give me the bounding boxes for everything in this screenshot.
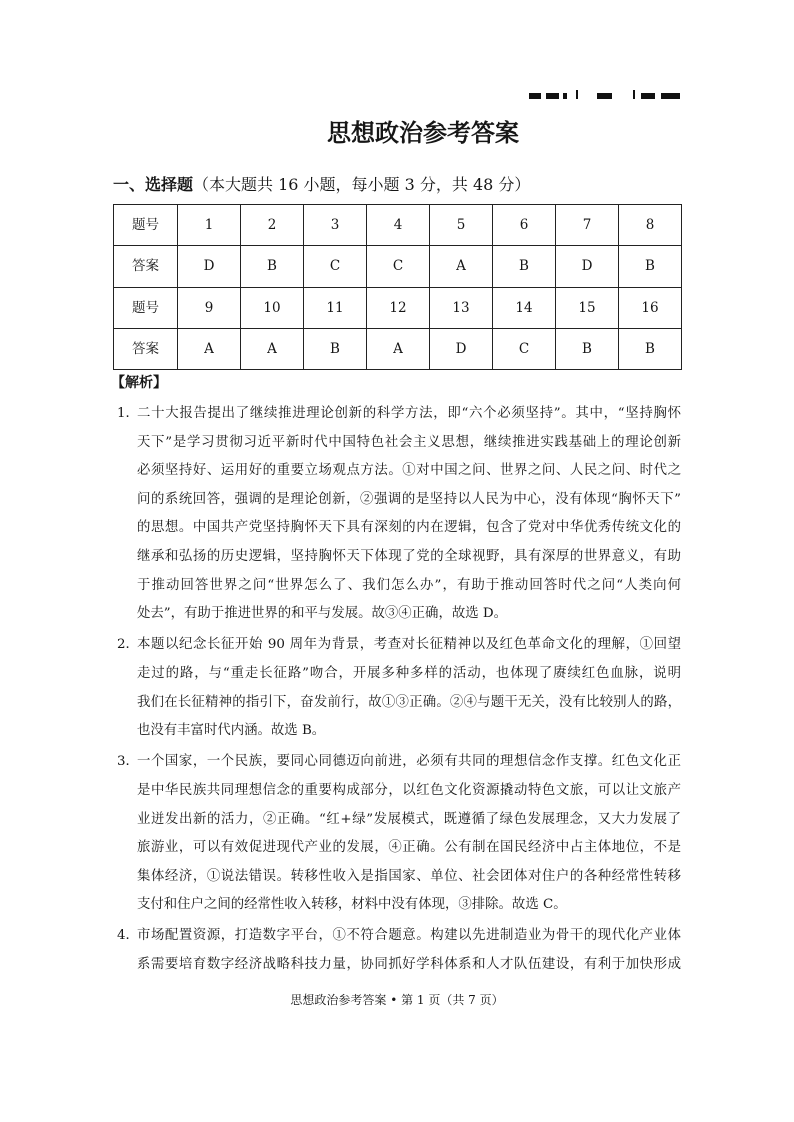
item-number: 3． — [117, 754, 139, 770]
analysis-line: 是中华民族共同理想信念的重要构成部分，以红色文化资源撬动特色文旅，可以让文旅产 — [137, 782, 681, 798]
header-mark — [661, 93, 680, 99]
table-row — [114, 328, 682, 369]
analysis-line: 市场配置资源，打造数字平台，①不符合题意。构建以先进制造业为骨干的现代化产业体 — [137, 928, 681, 944]
analysis-line: 我们在长征精神的指引下，奋发前行，故①③正确。②④与题干无关，没有比较别人的路， — [137, 694, 681, 710]
analysis-line: 本题以纪念长征开始 90 周年为背景，考查对长征精神以及红色革命文化的理解，①回望 — [137, 637, 681, 653]
analysis-line: 继承和弘扬的历史逻辑，坚持胸怀天下体现了党的全球视野，具有深厚的世界意义，有助 — [137, 548, 681, 564]
table-cell: 8 — [619, 205, 682, 246]
header-mark — [546, 93, 559, 99]
table-row — [114, 246, 682, 287]
analysis-line: 系需要培育数字经济战略科技力量，协同抓好学科体系和人才队伍建设，有利于加快形成 — [137, 957, 681, 973]
row-header: 题号 — [114, 287, 178, 328]
table-cell: 3 — [304, 205, 367, 246]
table-cell: 16 — [619, 287, 682, 328]
row-header: 答案 — [114, 328, 178, 369]
analysis-line: 走过的路，与“重走长征路”吻合，开展多种多样的活动，也体现了赓续红色血脉，说明 — [137, 665, 681, 681]
table-cell: 6 — [493, 205, 556, 246]
table-cell: A — [430, 246, 493, 287]
analysis-line: 支付和住户之间的经常性收入转移，材料中没有体现，③排除。故选 C。 — [137, 897, 567, 913]
table-cell: D — [430, 328, 493, 369]
table-cell: 9 — [178, 287, 241, 328]
table-row — [114, 287, 682, 328]
table-cell: 14 — [493, 287, 556, 328]
table-cell: 4 — [367, 205, 430, 246]
header-mark — [641, 93, 655, 99]
analysis-line: 旅游业，可以有效促进现代产业的发展，④正确。公有制在国民经济中占主体地位，不是 — [137, 840, 681, 856]
table-cell: D — [556, 246, 619, 287]
analysis-item-3 — [117, 748, 681, 920]
table-cell: A — [367, 328, 430, 369]
page-title: 思想政治参考答案 — [327, 118, 519, 147]
analysis-list — [117, 400, 681, 980]
analysis-item-2 — [117, 631, 681, 745]
table-cell: 10 — [241, 287, 304, 328]
table-cell: B — [304, 328, 367, 369]
table-cell: A — [241, 328, 304, 369]
section-heading — [113, 173, 530, 197]
analysis-line: 处去”，有助于推进世界的和平与发展。故③④正确，故选 D。 — [137, 606, 507, 622]
table-cell: B — [619, 328, 682, 369]
row-header: 题号 — [114, 205, 178, 246]
row-header: 答案 — [114, 246, 178, 287]
table-cell: 13 — [430, 287, 493, 328]
analysis-line: 一个国家，一个民族，要同心同德迈向前进，必须有共同的理想信念作支撑。红色文化正 — [137, 754, 681, 770]
analysis-line: 二十大报告提出了继续推进理论创新的科学方法，即“六个必须坚持”。其中，“坚持胸怀 — [137, 406, 681, 421]
analysis-line: 于推动回答世界之问“世界怎么了、我们怎么办”，有助于推动回答时代之问“人类向何 — [137, 577, 681, 593]
section-label: 一、选择题 — [113, 175, 194, 194]
item-number: 4． — [117, 928, 139, 944]
header-mark — [597, 93, 612, 99]
table-cell: 1 — [178, 205, 241, 246]
analysis-item-1 — [117, 400, 681, 629]
analysis-line: 也没有丰富时代内涵。故选 B。 — [137, 723, 326, 739]
table-cell: C — [367, 246, 430, 287]
table-cell: B — [619, 246, 682, 287]
analysis-line: 必须坚持好、运用好的重要立场观点方法。①对中国之问、世界之问、人民之问、时代之 — [137, 463, 681, 479]
analysis-line: 的思想。中国共产党坚持胸怀天下具有深刻的内在逻辑，包含了党对中华优秀传统文化的 — [137, 520, 681, 536]
header-mark — [563, 93, 567, 99]
table-cell: B — [493, 246, 556, 287]
table-cell: 11 — [304, 287, 367, 328]
header-mark — [633, 90, 635, 99]
analysis-line: 问的系统回答，强调的是理论创新，②强调的是坚持以人民为中心，没有体现“胸怀天下” — [137, 491, 681, 507]
table-cell: 2 — [241, 205, 304, 246]
header-marks — [0, 0, 794, 110]
page-footer: 思想政治参考答案 • 第 1 页（共 7 页） — [290, 993, 504, 1007]
table-cell: D — [178, 246, 241, 287]
item-number: 1． — [117, 406, 139, 421]
header-mark — [529, 93, 541, 99]
table-cell: 15 — [556, 287, 619, 328]
table-cell: B — [241, 246, 304, 287]
header-mark — [576, 90, 578, 99]
analysis-heading: 【解析】 — [111, 375, 167, 391]
table-cell: 5 — [430, 205, 493, 246]
analysis-item-4 — [117, 922, 681, 979]
section-note: （本大题共 16 小题，每小题 3 分，共 48 分） — [193, 175, 531, 194]
table-cell: 7 — [556, 205, 619, 246]
analysis-line: 业迸发出新的活力，②正确。“红+绿”发展模式，既遵循了绿色发展理念，又大力发展了 — [137, 811, 681, 827]
table-cell: C — [493, 328, 556, 369]
item-number: 2． — [117, 637, 139, 653]
table-cell: A — [178, 328, 241, 369]
table-cell: C — [304, 246, 367, 287]
analysis-line: 天下”是学习贯彻习近平新时代中国特色社会主义思想，继续推进实践基础上的理论创新 — [137, 434, 681, 450]
table-cell: B — [556, 328, 619, 369]
answer-table — [113, 204, 682, 370]
table-row — [114, 205, 682, 246]
analysis-line: 集体经济，①说法错误。转移性收入是指国家、单位、社会团体对住户的各种经常性转移 — [137, 868, 681, 884]
table-cell: 12 — [367, 287, 430, 328]
